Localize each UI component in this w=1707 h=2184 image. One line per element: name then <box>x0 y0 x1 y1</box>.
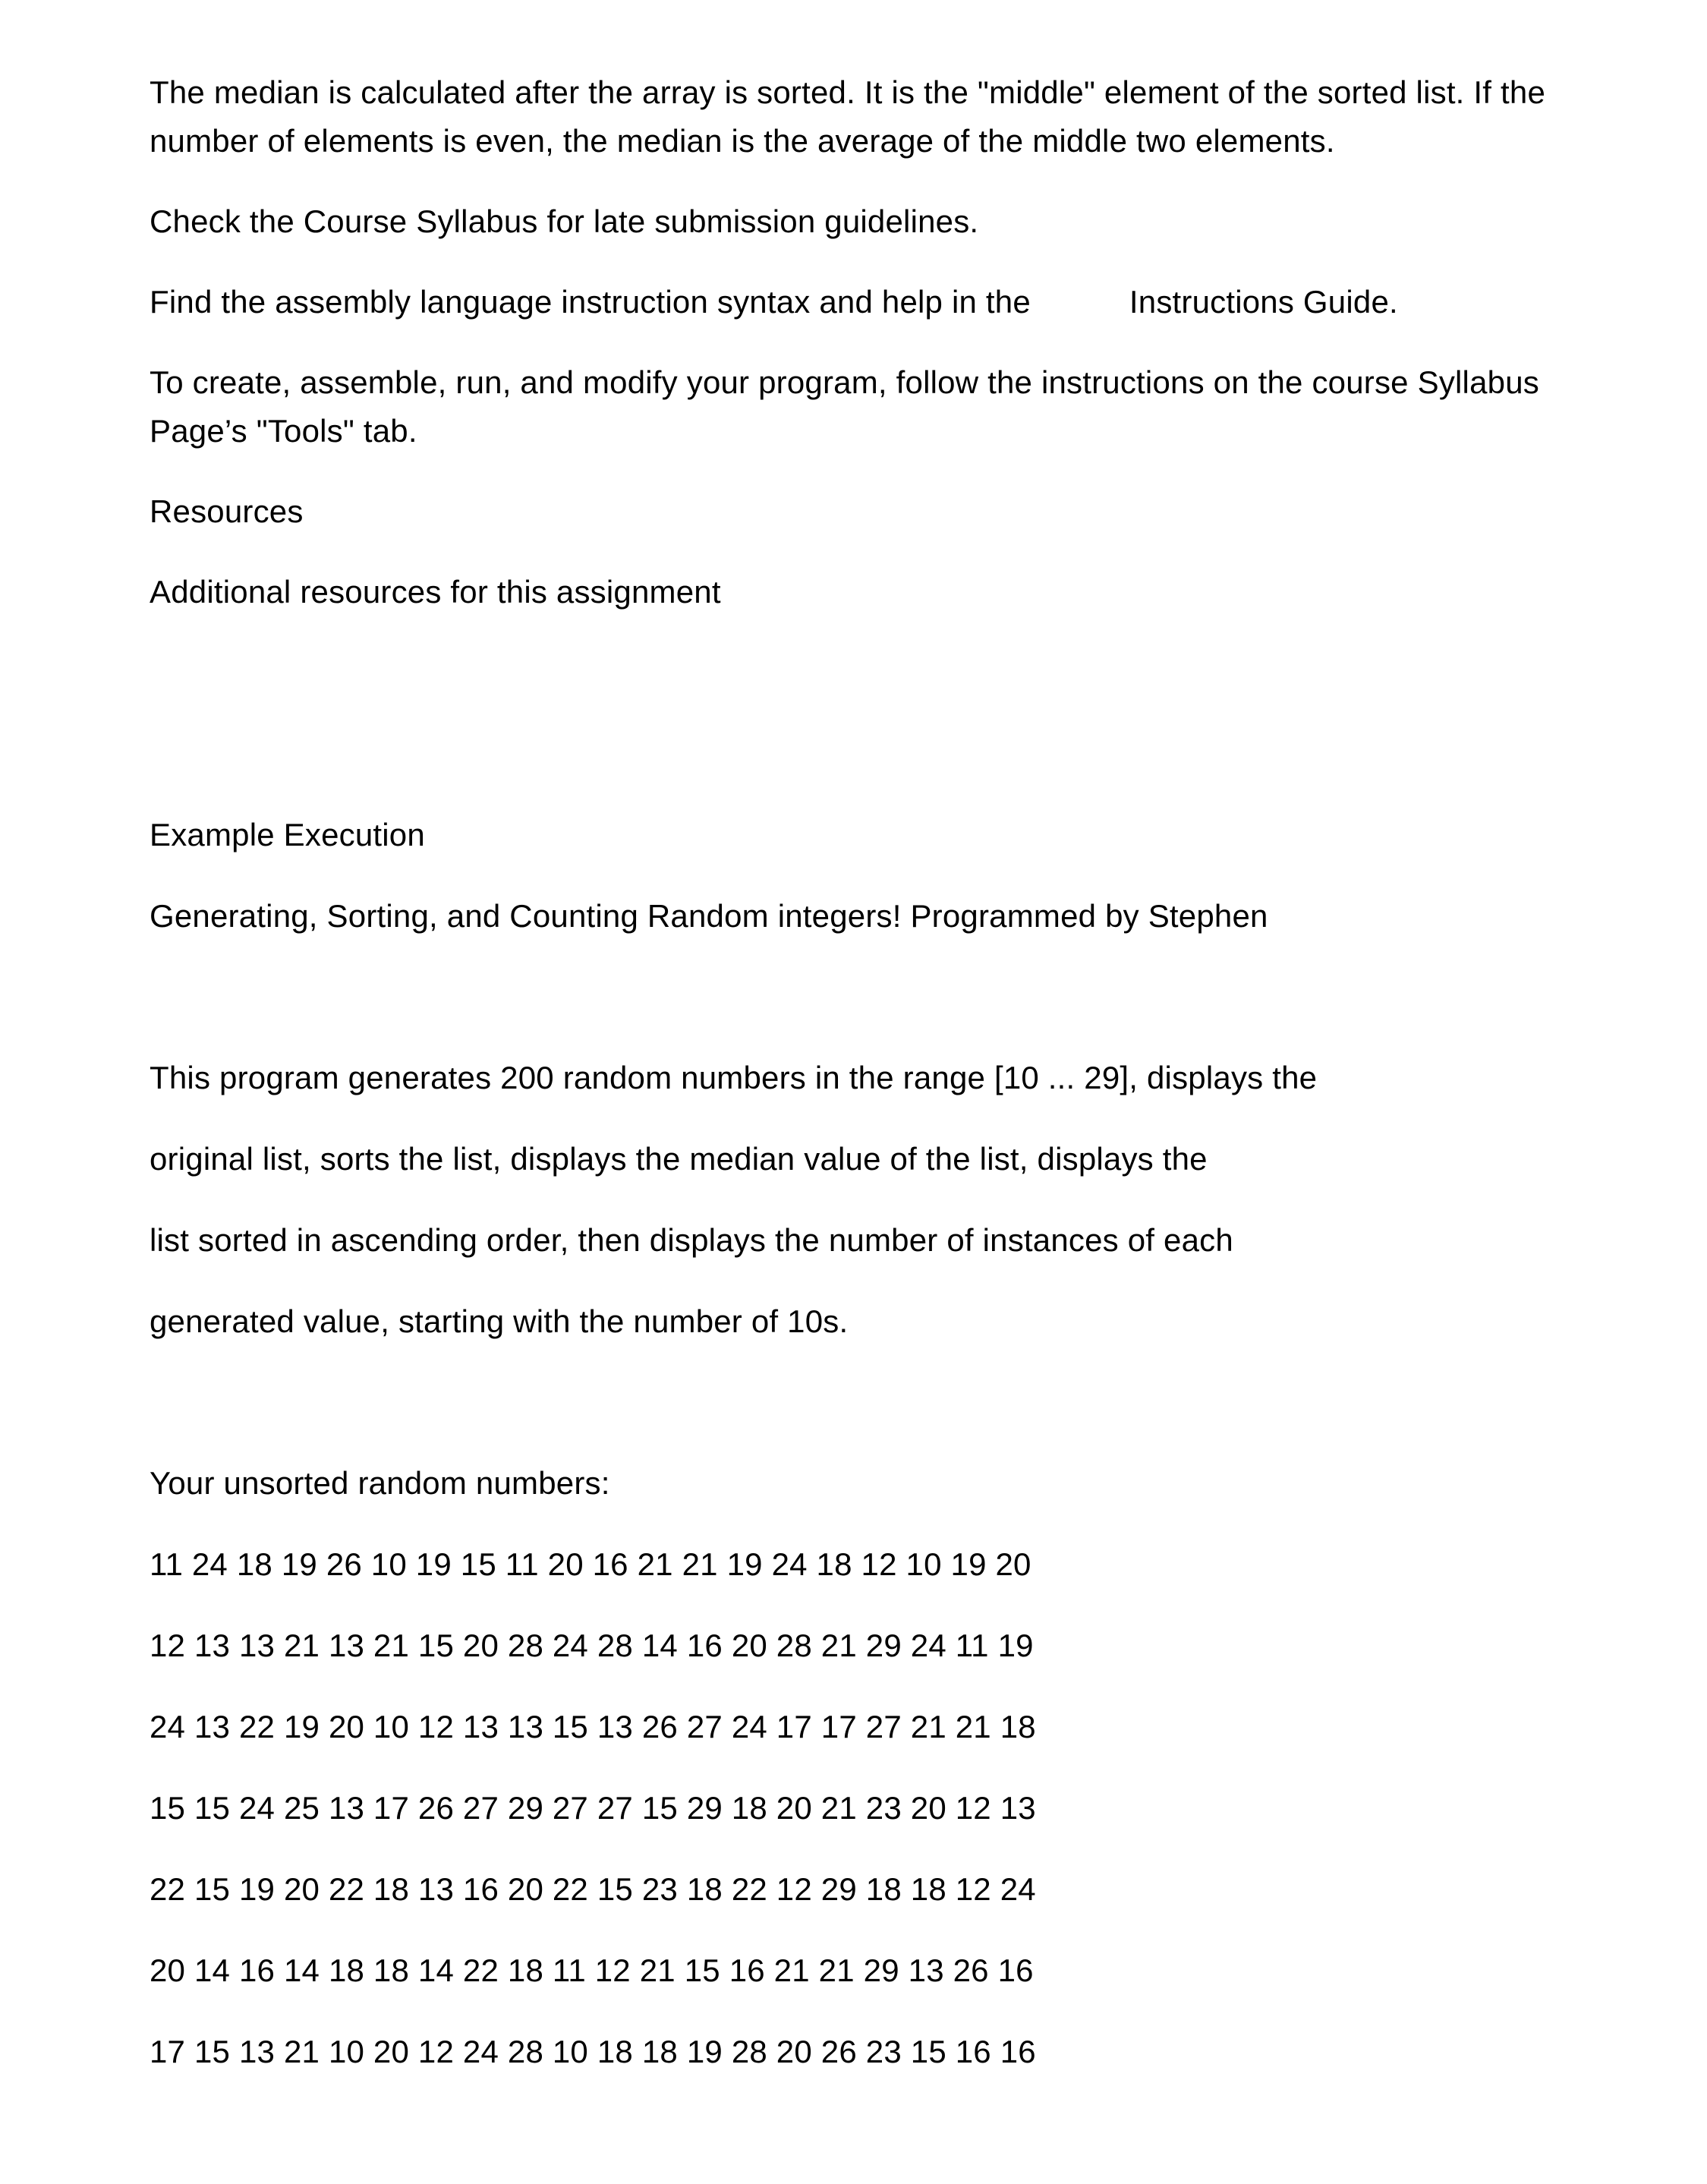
unsorted-number-row: 12 13 13 21 13 21 15 20 28 24 28 14 16 20 28 21 29 24 11 19 <box>150 1628 1034 1663</box>
syntax-help-prefix: Find the assembly language instruction syntax and help in the <box>150 284 1031 320</box>
tools-line-1: To create, assemble, run, and modify your program, follow the instructions on the course Syllabus <box>150 364 1539 400</box>
description-line: generated value, starting with the number of 10s. <box>150 1303 849 1339</box>
description-line: This program generates 200 random numbers in the range [10 ... 29], displays the <box>150 1060 1318 1095</box>
description-line: list sorted in ascending order, then displays the number of instances of each <box>150 1222 1233 1258</box>
syntax-help-line <box>150 278 1398 326</box>
unsorted-number-row: 15 15 24 25 13 17 26 27 29 27 27 15 29 18 20 21 23 20 12 13 <box>150 1790 1036 1826</box>
resources-heading: Resources <box>150 493 304 529</box>
description-line: original list, sorts the list, displays the median value of the list, displays the <box>150 1141 1208 1177</box>
unsorted-number-row: 24 13 22 19 20 10 12 13 13 15 13 26 27 24 17 17 27 21 21 18 <box>150 1709 1036 1744</box>
late-submission-text: Check the Course Syllabus for late submission guidelines. <box>150 203 979 239</box>
median-line-1: The median is calculated after the array is sorted. It is the "middle" element of the sorted list. If the <box>150 74 1546 110</box>
unsorted-number-row: 17 15 13 21 10 20 12 24 28 10 18 18 19 28 20 26 23 15 16 16 <box>150 2034 1036 2069</box>
instructions-guide-link[interactable]: Instructions Guide. <box>1129 284 1398 320</box>
program-banner: Generating, Sorting, and Counting Random integers! Programmed by Stephen <box>150 898 1268 934</box>
unsorted-number-row: 20 14 16 14 18 18 14 22 18 11 12 21 15 16 21 21 29 13 26 16 <box>150 1952 1034 1988</box>
example-heading: Example Execution <box>150 817 425 852</box>
tools-line-2: Page’s "Tools" tab. <box>150 413 417 449</box>
median-line-2: number of elements is even, the median is the average of the middle two elements. <box>150 123 1335 159</box>
resources-text: Additional resources for this assignment <box>150 574 721 610</box>
unsorted-number-row: 11 24 18 19 26 10 19 15 11 20 16 21 21 19 24 18 12 10 19 20 <box>150 1546 1031 1582</box>
unsorted-label: Your unsorted random numbers: <box>150 1465 610 1501</box>
unsorted-number-row: 22 15 19 20 22 18 13 16 20 22 15 23 18 22 12 29 18 18 12 24 <box>150 1871 1036 1907</box>
